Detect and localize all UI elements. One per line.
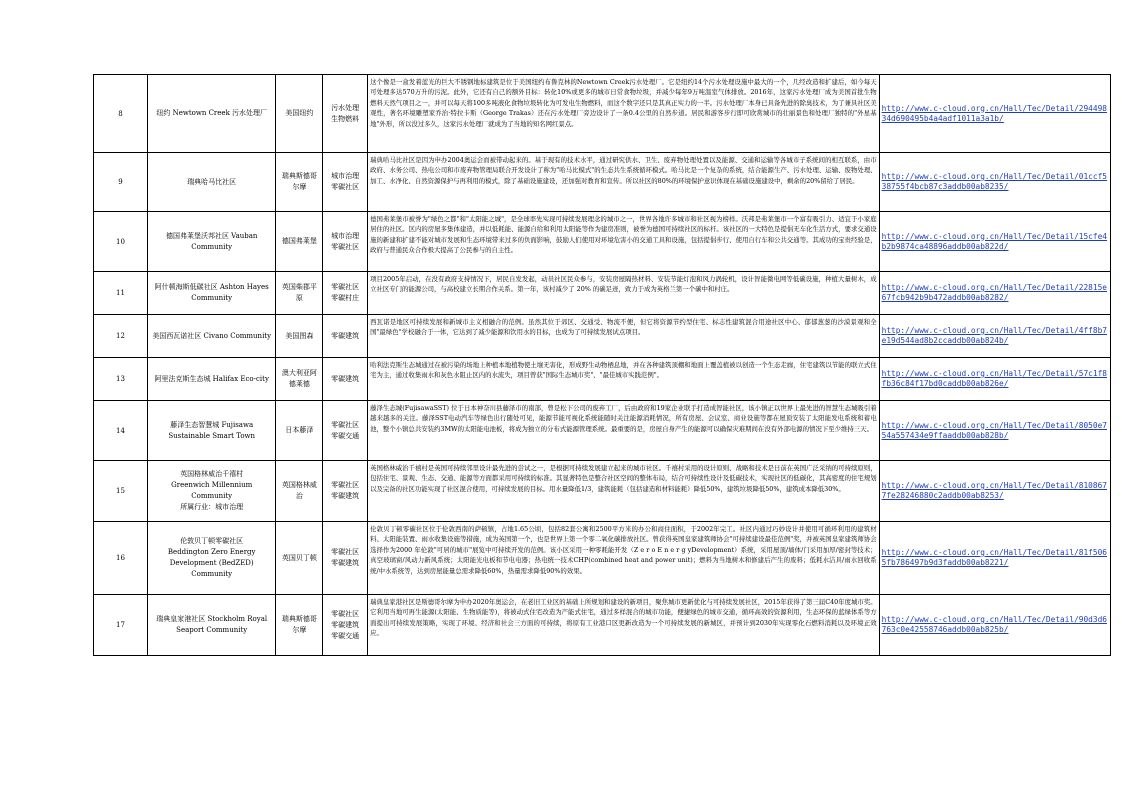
- table-row: [94, 75, 1111, 153]
- project-type: [323, 315, 368, 358]
- project-type: [323, 595, 368, 656]
- project-location: 英国贝丁顿: [276, 522, 323, 595]
- project-description: 项目2005年启动，在没有政府支持情况下，居民自发发起，动员社区民众参与，安装房屋隔热材料、安装节能灯泡和风力涡轮机，设计智能微电网等低碳设施，种植大量树木，成立社区专门的能源公司，与高校建立长期合作关系。第一年，该村减少了 20% 的碳足迹，致力于成为英格兰第一个碳中和村庄。: [368, 272, 880, 315]
- project-link[interactable]: http://www.c-cloud.org.cn/Hall/Tec/Detail/81f5065fb786497b9d3faddb00ab8221/: [881, 548, 1107, 567]
- project-type: [323, 358, 368, 401]
- project-link-cell: [879, 315, 1110, 358]
- project-location: 美国纽约: [276, 75, 323, 153]
- project-name: [148, 461, 276, 522]
- project-description: 瑞典哈马比社区是因为申办2004奥运会而被带动起来的。基于现有的技术水平，通过研究供水、卫生、废弃物处理处置以及能源、交通和运输等各城市子系统间的相互联系，由市政府、水务公司、热电公司和市废弃物管理局联合开发设计了称为"哈马比模式"的生态共生系统循环模式。哈马比是一个复杂的系统，结合能源生产、污水处理、运输、废物处理、加工、水净化、自然资源保护与再利用的模式，除了基础设施建设，还加强对教育和宣传。所以社区的80%的环境保护意识体现在基础设施建设中，剩余的20%留给了居民。: [368, 153, 880, 212]
- project-name-line: 瑞典皇家港社区 Stockholm Royal Seaport Community: [156, 615, 268, 634]
- project-type-tag: 零碳社区: [331, 420, 360, 429]
- project-type-tag: 零碳村庄: [331, 294, 360, 302]
- project-type: [323, 401, 368, 461]
- project-name-line: Community: [191, 570, 233, 578]
- project-name-line: 所属行业：城市治理: [180, 503, 244, 511]
- project-name: [148, 75, 276, 153]
- project-type-tag: 零碳建筑: [331, 492, 360, 500]
- project-name: [148, 315, 276, 358]
- project-name-line: 藤泽生态智慧城 Fujisawa Sustainable Smart Town: [168, 420, 256, 440]
- project-type: [323, 522, 368, 595]
- project-link[interactable]: http://www.c-cloud.org.cn/Hall/Tec/Detail/01ccf538755f4bcb87c3addb00ab8235/: [881, 172, 1107, 191]
- project-type-tag: 零碳交通: [331, 431, 360, 440]
- case-table: [93, 74, 1111, 656]
- project-name-line: 德国弗莱堡沃邦社区 Vauban Community: [165, 231, 258, 251]
- table-row: [94, 272, 1111, 315]
- project-location: 英国柴郡平原: [276, 272, 323, 315]
- project-type: [323, 75, 368, 153]
- project-type-tag: 城市治理: [331, 172, 360, 180]
- project-name-line: 英国格林威治千禧村: [180, 470, 244, 478]
- project-name-line: Development (BedZED): [169, 559, 254, 567]
- project-name: [148, 401, 276, 461]
- project-type-tag: 零碳交通: [331, 631, 360, 640]
- table-row: [94, 595, 1111, 656]
- project-description: 藤泽生态城(FujisawaSST) 位于日本神奈川县藤泽市的南部，曾是松下公司的废弃工厂，后由政府和19家企业联手打造成智能社区，该小镇正以世界上最先进的智慧生态城吸引着越来越多的关注。藤泽SST电动汽车等绿色出行随处可见，能源节能可视化系统能随时关注能源消耗情况，所有房屋、会议室、商业设施等都在屋顶安装了太阳能发电系统和蓄电池，整个小镇总共安装约3MW的太阳能电池板，将成为独立的分布式能源管理系统。最重要的是，房屋自身产生的能源可以确保灾难期间在没有外部电源的情况下至少维持三天。: [368, 401, 880, 461]
- project-name: [148, 522, 276, 595]
- row-number: 8: [94, 75, 148, 153]
- project-name-line: 阿里法克斯生态城 Halifax Eco-city: [154, 374, 269, 383]
- project-location: 英国格林威治: [276, 461, 323, 522]
- project-name: [148, 358, 276, 401]
- project-description: 德国弗莱堡市被誉为"绿色之都"和"太阳能之城"，是全球率先实现可持续发展理念的城市之一，世界各地许多城市和社区视为榜样。沃邦是弗莱堡市一个富有吸引力、适宜于小家庭居住的社区。区内的房屋多集体建造，并以低耗能、能源自给和利用太阳能等作为建房准则，被誉为德国可持续社区的标杆。该社区的一大特色是提倡无车化生活方式，要求交通设施的新建和扩建不能对城市发展和生态环境带来过多的负面影响，鼓励人们使用对环境危害小的交通工具和设施，包括提倡步行、使用自行车和公共交通等。其成功的宝贵经验是，政府与普通民众合作极大提高了公民参与的自主性。: [368, 212, 880, 272]
- project-type-tag: 零碳社区: [331, 283, 360, 291]
- row-number: 10: [94, 212, 148, 272]
- project-link-cell: [879, 153, 1110, 212]
- project-link[interactable]: http://www.c-cloud.org.cn/Hall/Tec/Detail/22815e67fcb942b9b472addb00ab8282/: [881, 283, 1107, 302]
- project-description: 哈利法克斯生态城通过在被污染的场地上种植本地植物使土壤无害化，形成野生动物栖息地，并在各种建筑顶棚和地面上覆盖植被以创造一个生态走廊，住宅建筑以节能的联立式住宅为主，通过收集雨水和灰色水阻止区内的水流失，项目曾获"国际生态城市奖"、"最佳城市实践范例"。: [368, 358, 880, 401]
- project-name: [148, 595, 276, 656]
- project-link-cell: [879, 212, 1110, 272]
- project-link[interactable]: http://www.c-cloud.org.cn/Hall/Tec/Detail/90d3d6763c0e42558746addb00ab825b/: [881, 615, 1107, 634]
- project-name: [148, 153, 276, 212]
- project-name-line: 瑞典哈马比社区: [187, 177, 237, 186]
- project-description: 西瓦诺是地区可持续发展和新城市主义相融合的范例。虽然其位于郊区、交通受、物流不便，但它将资源节约型住宅、标志性建筑混合用途社区中心、郁郁葱葱的沙漠景观和全国"最绿色"学校融合于一体，它达到了减少能源和饮用水的目标，也成为了可持续发展试点项目。: [368, 315, 880, 358]
- table-row: [94, 401, 1111, 461]
- row-number: 16: [94, 522, 148, 595]
- project-name-line: 纽约 Newtown Creek 污水处理厂: [156, 109, 268, 117]
- project-location: 澳大利亚阿德莱德: [276, 358, 323, 401]
- project-link[interactable]: http://www.c-cloud.org.cn/Hall/Tec/Detail/8108677fe28246880c2addb00ab8253/: [881, 481, 1107, 500]
- project-link[interactable]: http://www.c-cloud.org.cn/Hall/Tec/Detail/15cfe4b2b9874ca48896addb00ab822d/: [881, 231, 1107, 251]
- project-type-tag: 零碳社区: [331, 609, 360, 618]
- project-description: 瑞典皇家港社区是斯德哥尔摩为申办2020年奥运会，在老旧工业区的基础上所规划和建设的新项目，聚焦城市更新优化与可持续发展社区，2015年获得了第三届C40年度城市奖。它利用当地可再生能源(太阳能、生物质能等)，将被动式住宅改造为产能式住宅，通过多样混合的城市功能，便捷绿色的城市交通，循环高效的资源利用，生态环保的蓝绿体系等方面提出可持续发展策略，实现了环境、经济和社会三方面的可持续，将原有工业港口区更新改造为一个可持续发展的新城区，并预计到2030年实现零化石燃料消耗以及环境正效应。: [368, 595, 880, 656]
- project-description: 这个像是一盒发着蓝光的巨大不锈钢地标建筑是位于美国纽约布鲁克林的Newtown Creek污水处理厂。它是纽约14个污水处理设施中最大的一个，几经改造和扩建后，如今每天可处理多达570万升的污泥。此外，它还有自己的额外目标：转化10%或更多的城市日常食物垃圾，并减少每年9万吨温室气体排放。2016年，这家污水处理厂成为美国首批生物燃料天然气项目之一，并可以每天将100多吨液化食物垃圾转化为可发电生物燃料，而这个数字还只是其真正实力的一半。污水处理厂本身已具备先进的除臭技术，为了兼具社区美观性，著名环境雕塑家乔治·特拉卡斯（George Trakas）还在污水处理厂旁边设计了一条0.4公里的自然步道。居民和游客步行即可欣赏城市的壮丽景色和处理厂独特的"外星基地"外形，所以没过多久，这家污水处理厂就成为了当地的知名网红景点。: [368, 75, 880, 153]
- project-name-line: Beddington Zero Energy: [167, 548, 256, 556]
- project-link[interactable]: http://www.c-cloud.org.cn/Hall/Tec/Detail/8050e754a557434e9ffaaddb00ab828b/: [881, 420, 1107, 440]
- project-name-line: 阿什顿海斯低碳社区 Ashton Hayes Community: [154, 283, 269, 302]
- project-link-cell: [879, 75, 1110, 153]
- project-name: [148, 272, 276, 315]
- project-type: [323, 153, 368, 212]
- row-number: 12: [94, 315, 148, 358]
- project-location: 瑞典斯德哥尔摩: [276, 595, 323, 656]
- row-number: 17: [94, 595, 148, 656]
- project-link-cell: [879, 358, 1110, 401]
- project-link-cell: [879, 522, 1110, 595]
- project-type-tag: 生物燃料: [331, 114, 360, 123]
- project-type-tag: 零碳社区: [331, 242, 360, 251]
- project-type: [323, 212, 368, 272]
- project-type-tag: 零碳社区: [331, 183, 360, 191]
- project-link[interactable]: http://www.c-cloud.org.cn/Hall/Tec/Detail/4ff8b7e19d544ad8b2ccaddb00ab824b/: [881, 326, 1107, 345]
- project-type: [323, 272, 368, 315]
- project-name-line: Community: [191, 492, 233, 500]
- project-type-tag: 零碳建筑: [331, 331, 360, 340]
- project-name-line: 美国西瓦诺社区 Civano Community: [152, 331, 272, 340]
- project-link-cell: [879, 461, 1110, 522]
- project-type: [323, 461, 368, 522]
- project-type-tag: 零碳社区: [331, 548, 360, 556]
- project-name-line: 伦敦贝丁顿零碳社区: [180, 537, 244, 545]
- table-row: [94, 358, 1111, 401]
- project-type-tag: 城市治理: [331, 231, 360, 240]
- project-link-cell: [879, 401, 1110, 461]
- row-number: 11: [94, 272, 148, 315]
- project-location: 瑞典斯德哥尔摩: [276, 153, 323, 212]
- project-location: 日本藤泽: [276, 401, 323, 461]
- project-type-tag: 零碳建筑: [331, 620, 360, 629]
- project-type-tag: 污水处理: [331, 103, 360, 112]
- project-description: 英国格林威治千禧村是英国可持续邻里设计最先进的尝试之一，是根据可持续发展建立起来的城市社区。千禧村采用的设计原则、战略和技术是日前在英国广泛采纳的可持续原则，包括住宅、景观、生态、交通、能源等方面都采用可持续的标准。其显著特色是整合社区空间的整体布局，结合可持续性设计及低碳技术，实现社区的低碳化，其高密度的住宅规划以及完备的社区功能实现了社区混合使用，可持续发展的目标。用水量降低1/3，建筑能耗（包括建造和材料能耗）降低50%，建筑垃圾降低50%，建筑成本降低30%。: [368, 461, 880, 522]
- project-description: 伦敦贝丁顿零碳社区位于伦敦西南的萨顿镇，占地1.65公顷，包括82套公寓和2500平方米的办公和商住面积，于2002年完工。社区内通过巧妙设计并使用可循环利用的建筑材料、太阳能装置、雨水收集设施等措施，成为英国第一个，也是世界上第一个零二氧化碳排放社区。曾获得英国皇家建筑师协会"可持续建设最佳范例"奖，并被英国皇家建筑师协会选择作为2000 年伦敦"可居的城市"展览中可持续开发的范例。该小区采用一种零耗能开发（Z e r o E n e r g yDevelopment）系统，采用屋顶/墙体/门采用加厚/密封等技术；真空玻璃窗/风动力新风系统；太阳能光电板和节电电器；热电统一技术CHP(combined heat and power unit)；燃料为当地树木和修建后产生的废料；低耗水洁具/雨水回收系统/中水系统等，达到房屋能量总需求降低60%，热量需求降低90%的效果。: [368, 522, 880, 595]
- project-link-cell: [879, 595, 1110, 656]
- row-number: 15: [94, 461, 148, 522]
- row-number: 13: [94, 358, 148, 401]
- project-link-cell: [879, 272, 1110, 315]
- project-type-tag: 零碳建筑: [331, 559, 360, 567]
- row-number: 9: [94, 153, 148, 212]
- table-row: [94, 522, 1111, 595]
- project-link[interactable]: http://www.c-cloud.org.cn/Hall/Tec/Detail/57c1f8fb36c84f17bd0caddb00ab826e/: [881, 369, 1107, 388]
- row-number: 14: [94, 401, 148, 461]
- project-location: 德国弗莱堡: [276, 212, 323, 272]
- project-link[interactable]: http://www.c-cloud.org.cn/Hall/Tec/Detail/29449834d690495b4a4adf1011a3a1b/: [881, 103, 1107, 123]
- project-name-line: Greenwich Millennium: [171, 481, 253, 489]
- table-row: [94, 212, 1111, 272]
- project-name: [148, 212, 276, 272]
- project-location: 美国图森: [276, 315, 323, 358]
- table-row: [94, 461, 1111, 522]
- project-type-tag: 零碳社区: [331, 481, 360, 489]
- table-row: [94, 315, 1111, 358]
- project-type-tag: 零碳建筑: [331, 374, 360, 383]
- table-row: [94, 153, 1111, 212]
